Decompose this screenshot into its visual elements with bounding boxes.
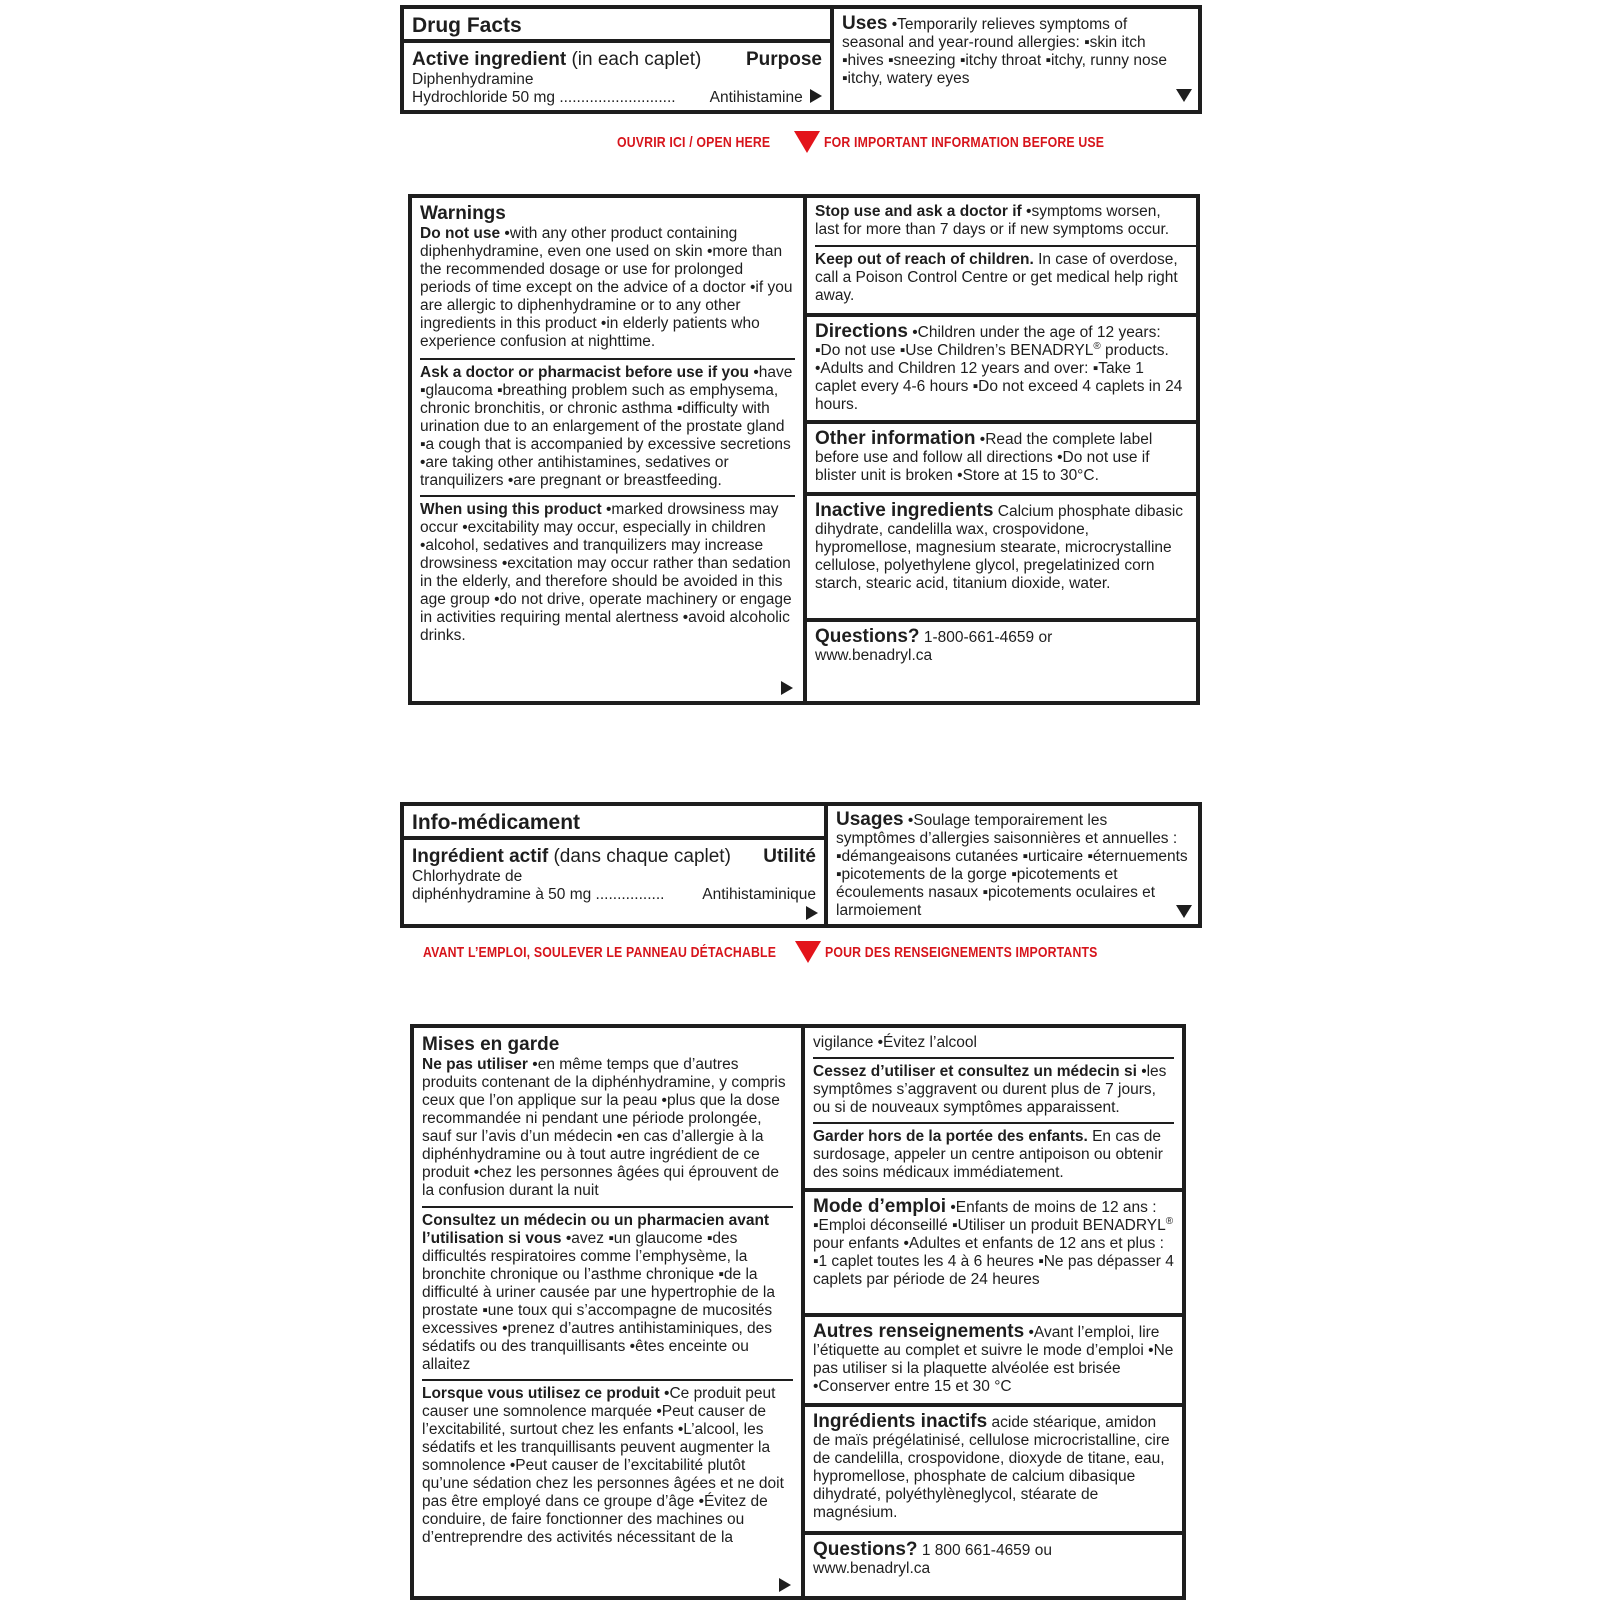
en-other-info-title: Other information	[815, 428, 976, 449]
arrow-right-icon	[779, 1578, 791, 1592]
fr-active-ingredient-qualifier: (dans chaque caplet)	[553, 846, 731, 867]
fr-inactive-ingredients-paragraph	[813, 1413, 1174, 1522]
arrow-down-icon	[1176, 89, 1192, 102]
en-keep-out-text: In case of overdose, call a Poison Control Centre or get medical help right away.	[815, 251, 1178, 304]
arrow-down-icon	[1176, 905, 1192, 918]
fr-purpose-value: Antihistaminique	[702, 886, 816, 903]
fr-info-medicament-header-panel	[400, 802, 1202, 928]
fr-when-using-continued-section	[805, 1028, 1182, 1055]
fr-ingredient-line1: Chlorhydrate de	[412, 868, 523, 885]
en-when-using-section	[412, 497, 803, 648]
fr-usages-section	[828, 806, 1198, 924]
fr-directions-text-a: •Enfants de moins de 12 ans : ▪Emploi déconseillé ▪Utiliser un produit BENADRYL	[813, 1199, 1166, 1234]
en-warnings-section	[412, 198, 803, 354]
fr-inactive-ingredients-title: Ingrédients inactifs	[813, 1411, 988, 1432]
en-questions-paragraph	[815, 628, 1188, 647]
en-do-not-use-paragraph	[420, 225, 795, 351]
en-directions-section	[807, 317, 1196, 420]
fr-active-ingredient-heading	[412, 846, 731, 868]
fr-other-info-title: Autres renseignements	[813, 1321, 1025, 1342]
fr-directions-title: Mode d’emploi	[813, 1196, 946, 1217]
en-inactive-ingredients-paragraph	[815, 502, 1188, 593]
en-active-ingredient-heading	[412, 49, 701, 71]
fr-mises-en-garde-panel	[410, 1024, 1186, 1600]
fr-ask-doctor-text: •avez ▪un glaucome ▪des difficultés respiratoires comme l’emphysème, la bronchite chronique ou l’asthme chronique ▪de la difficulté à uriner causée par une hypertrophie de la prostate ▪une toux qui s’accompagne de mucosités excessives •prenez d’autres antihistaminiques, des sédatifs ou des tranquillisants •êtes enceinte ou allaitez	[422, 1230, 775, 1373]
en-active-ingredient-label: Active ingredient	[412, 49, 567, 70]
en-other-info-section	[807, 424, 1196, 492]
fr-when-using-paragraph	[422, 1385, 793, 1547]
en-ingredient-line2-row	[412, 89, 822, 107]
fr-ingredient-line2: diphénhydramine à 50 mg ................	[412, 886, 665, 903]
en-active-ingredient-qualifier: (in each caplet)	[571, 49, 702, 70]
fr-usages-text: •Soulage temporairement les symptômes d’allergies saisonnières et annuelles : ▪démangeaisons cutanées ▪urticaire ▪éternuements ▪picotements de la gorge ▪picotements et écoulements nasaux ▪picotements oculaires et larmoiement	[836, 812, 1188, 919]
en-directions-title: Directions	[815, 321, 908, 342]
fr-warnings-right-column	[805, 1028, 1182, 1596]
fr-keep-out-label: Garder hors de la portée des enfants.	[813, 1128, 1088, 1145]
fr-info-medicament-title: Info-médicament	[412, 811, 581, 834]
en-keep-out-paragraph	[815, 251, 1188, 305]
fr-usages-title: Usages	[836, 809, 904, 830]
en-when-using-label: When using this product	[420, 501, 602, 518]
en-ask-doctor-text: •have ▪glaucoma ▪breathing problem such as emphysema, chronic bronchitis, or chronic asthma ▪difficulty with urination due to an enlargement of the prostate gland ▪a cough that is accompanied by excessive secretions •are taking other antihistamines, sedatives or tranquilizers •are pregnant or breastfeeding.	[420, 364, 793, 489]
en-warnings-title: Warnings	[420, 203, 506, 224]
fr-do-not-use-paragraph	[422, 1056, 793, 1200]
fr-when-using-section	[414, 1381, 801, 1550]
en-ask-doctor-section	[412, 360, 803, 493]
en-drug-facts-title-row	[404, 9, 830, 43]
en-stop-use-label: Stop use and ask a doctor if	[815, 203, 1022, 220]
en-inactive-ingredients-text: Calcium phosphate dibasic dihydrate, candelilla wax, crospovidone, hypromellose, magnesium stearate, microcrystalline cellulose, polyethylene glycol, pregelatinized corn starch, stearic acid, titanium dioxide, water.	[815, 503, 1184, 592]
fr-active-ingredient-section	[404, 840, 824, 907]
en-ingredient-line1: Diphenhydramine	[412, 71, 534, 88]
fr-warnings-section	[414, 1028, 801, 1203]
en-questions-section	[807, 622, 1196, 668]
fr-when-using-continued-text: vigilance •Évitez l’alcool	[813, 1034, 977, 1051]
en-when-using-text: •marked drowsiness may occur •excitability may occur, especially in children •alcohol, sedatives and tranquilizers may increase drowsiness •excitation may occur rather than sedation in the elderly, and therefore should be avoided in this age group •do not drive, operate machinery or engage in activities requiring mental alertness •avoid alcoholic drinks.	[420, 501, 792, 644]
fr-other-info-text: •Avant l’emploi, lire l’étiquette au complet et suivre le mode d’emploi •Ne pas utiliser si la plaquette alvéolée est brisée •Conserver entre 15 et 30 °C	[813, 1324, 1174, 1395]
en-other-info-paragraph	[815, 430, 1188, 485]
en-drug-facts-title: Drug Facts	[412, 14, 522, 37]
en-purpose-value: Antihistamine	[709, 89, 803, 106]
en-uses-body	[842, 15, 1190, 88]
en-do-not-use-label: Do not use	[420, 225, 501, 242]
fr-usages-body	[836, 811, 1190, 920]
en-drug-facts-left	[404, 9, 834, 110]
fr-when-using-text: •Ce produit peut causer une somnolence marquée •Peut causer de l’excitabilité, surtout chez les enfants •L’alcool, les sédatifs et les tranquillisants peuvent augmenter la somnolence •Peut causer de l’excitabilité plutôt qu’une sédation chez les personnes âgées et ne doit pas être employé dans ce groupe d’âge •Évitez de conduire, de faire fonctionner des machines ou d’entreprendre des activités nécessitant de la	[422, 1385, 784, 1546]
fr-do-not-use-text: •en même temps que d’autres produits contenant de la diphénhydramine, y compris ceux que l’on applique sur la peau •plus que la dose recommandée ni pendant une période prolongée, sauf sur l’avis d’un médecin •en cas d’allergie à la diphénhydramine ou à tout autre ingrédient de ce produit •chez les personnes âgées qui éprouvent de la confusion durant la nuit	[422, 1056, 786, 1199]
red-triangle-down-icon	[794, 131, 820, 153]
fr-other-info-paragraph	[813, 1323, 1174, 1396]
en-when-using-paragraph	[420, 501, 795, 645]
arrow-right-icon	[810, 89, 822, 103]
fr-warnings-title: Mises en garde	[422, 1034, 560, 1055]
fr-stop-use-section	[805, 1059, 1182, 1120]
en-active-ingredient-section	[404, 43, 830, 110]
fr-open-here-right-text: POUR DES RENSEIGNEMENTS IMPORTANTS	[825, 943, 1098, 961]
en-purpose-value-wrap	[710, 89, 822, 107]
en-uses-text: •Temporarily relieves symptoms of seasonal and year-round allergies: ▪skin itch ▪hives ▪sneezing ▪itchy throat ▪itchy, runny nose ▪itchy, watery eyes	[842, 16, 1167, 87]
en-open-here-left-text: OUVRIR ICI / OPEN HERE	[617, 133, 771, 151]
fr-stop-use-paragraph	[813, 1063, 1174, 1117]
en-stop-use-text: •symptoms worsen, last for more than 7 days or if new symptoms occur.	[815, 203, 1170, 238]
fr-info-medicament-left	[404, 806, 828, 924]
arrow-right-icon	[781, 681, 793, 695]
fr-when-using-label: Lorsque vous utilisez ce produit	[422, 1385, 660, 1402]
en-ingredient-line2: Hydrochloride 50 mg ...........................	[412, 89, 676, 106]
fr-inactive-ingredients-text: acide stéarique, amidon de maïs prégélatinisé, cellulose microcristalline, cire de candelilla, crospovidone, dioxyde de titane, eau, hypromellose, phosphate de calcium dibasique dihydraté, polyéthylèneglycol, stéarate de magnésium.	[813, 1414, 1170, 1521]
fr-ask-doctor-section	[414, 1208, 801, 1377]
fr-ask-doctor-paragraph	[422, 1212, 793, 1374]
en-other-info-text: •Read the complete label before use and follow all directions •Do not use if blister unit is broken •Store at 15 to 30°C.	[815, 431, 1153, 484]
fr-questions-title: Questions?	[813, 1539, 918, 1560]
fr-open-here-left-text: AVANT L’EMPLOI, SOULEVER LE PANNEAU DÉTACHABLE	[423, 943, 777, 961]
en-inactive-ingredients-title: Inactive ingredients	[815, 500, 994, 521]
fr-inactive-ingredients-section	[805, 1407, 1182, 1531]
fr-questions-phone[interactable]: 1 800 661-4659 ou	[921, 1542, 1052, 1559]
en-directions-paragraph	[815, 323, 1188, 414]
en-keep-out-section	[807, 247, 1196, 313]
fr-active-ingredient-label: Ingrédient actif	[412, 846, 549, 867]
en-open-here-right-text: FOR IMPORTANT INFORMATION BEFORE USE	[824, 133, 1105, 151]
en-questions-title: Questions?	[815, 626, 920, 647]
en-warnings-right-column	[807, 198, 1196, 701]
en-purpose-label: Purpose	[745, 49, 822, 70]
en-inactive-ingredients-section	[807, 496, 1196, 618]
fr-ingredient-line2-row	[412, 886, 816, 904]
fr-keep-out-paragraph	[813, 1128, 1174, 1182]
en-uses-section	[834, 9, 1198, 110]
fr-open-here-banner[interactable]	[423, 938, 1143, 966]
fr-info-medicament-title-row	[404, 806, 824, 840]
fr-directions-text-b: pour enfants •Adultes et enfants de 12 ans et plus : ▪1 caplet toutes les 4 à 6 heures ▪Ne pas dépasser 4 caplets par période de 24 heures	[813, 1235, 1174, 1288]
en-uses-title: Uses	[842, 13, 888, 34]
registered-mark: ®	[1165, 1215, 1174, 1227]
registered-mark: ®	[1093, 340, 1101, 352]
en-questions-phone[interactable]: 1-800-661-4659 or	[923, 629, 1053, 646]
fr-directions-section	[805, 1192, 1182, 1313]
arrow-right-icon	[806, 906, 818, 920]
en-stop-use-section	[807, 198, 1196, 242]
red-triangle-down-icon	[795, 941, 821, 963]
fr-questions-website[interactable]: www.benadryl.ca	[813, 1560, 931, 1577]
fr-stop-use-text: •les symptômes s’aggravent ou durent plus de 7 jours, ou si de nouveaux symptômes apparaissent.	[813, 1063, 1167, 1116]
en-ask-doctor-label: Ask a doctor or pharmacist before use if you	[420, 364, 750, 381]
en-directions-text-b: products. •Adults and Children 12 years and over: ▪Take 1 caplet every 4-6 hours ▪Do not exceed 4 caplets in 24 hours.	[815, 342, 1183, 413]
en-keep-out-label: Keep out of reach of children.	[815, 251, 1034, 268]
fr-stop-use-label: Cessez d’utiliser et consultez un médecin si	[813, 1063, 1137, 1080]
fr-do-not-use-label: Ne pas utiliser	[422, 1056, 528, 1073]
en-open-here-banner[interactable]	[617, 128, 1157, 156]
fr-ask-doctor-label: Consultez un médecin ou un pharmacien avant l’utilisation si vous	[422, 1212, 770, 1247]
en-do-not-use-text: •with any other product containing diphenhydramine, even one used on skin •more than the recommended dosage or use for prolonged periods of time except on the advice of a doctor •if you are allergic to diphenhydramine or to any other ingredients in this product •in elderly patients who experience confusion at nighttime.	[420, 225, 793, 350]
fr-purpose-label: Utilité	[763, 846, 816, 867]
en-warnings-panel	[408, 194, 1200, 705]
en-drug-facts-header-panel	[400, 5, 1202, 114]
fr-warnings-left-column	[414, 1028, 805, 1596]
en-stop-use-paragraph	[815, 203, 1188, 239]
en-directions-text-a: •Children under the age of 12 years: ▪Do not use ▪Use Children’s BENADRYL	[815, 324, 1161, 359]
fr-keep-out-text: En cas de surdosage, appeler un centre antipoison ou obtenir des soins médicaux immédiatement.	[813, 1128, 1163, 1181]
fr-directions-paragraph	[813, 1198, 1174, 1289]
en-ask-doctor-paragraph	[420, 364, 795, 490]
en-warnings-left-column	[412, 198, 807, 701]
fr-other-info-section	[805, 1317, 1182, 1403]
en-questions-website[interactable]: www.benadryl.ca	[815, 647, 933, 664]
fr-questions-paragraph	[813, 1541, 1174, 1560]
fr-keep-out-section	[805, 1124, 1182, 1188]
fr-questions-section	[805, 1535, 1182, 1581]
